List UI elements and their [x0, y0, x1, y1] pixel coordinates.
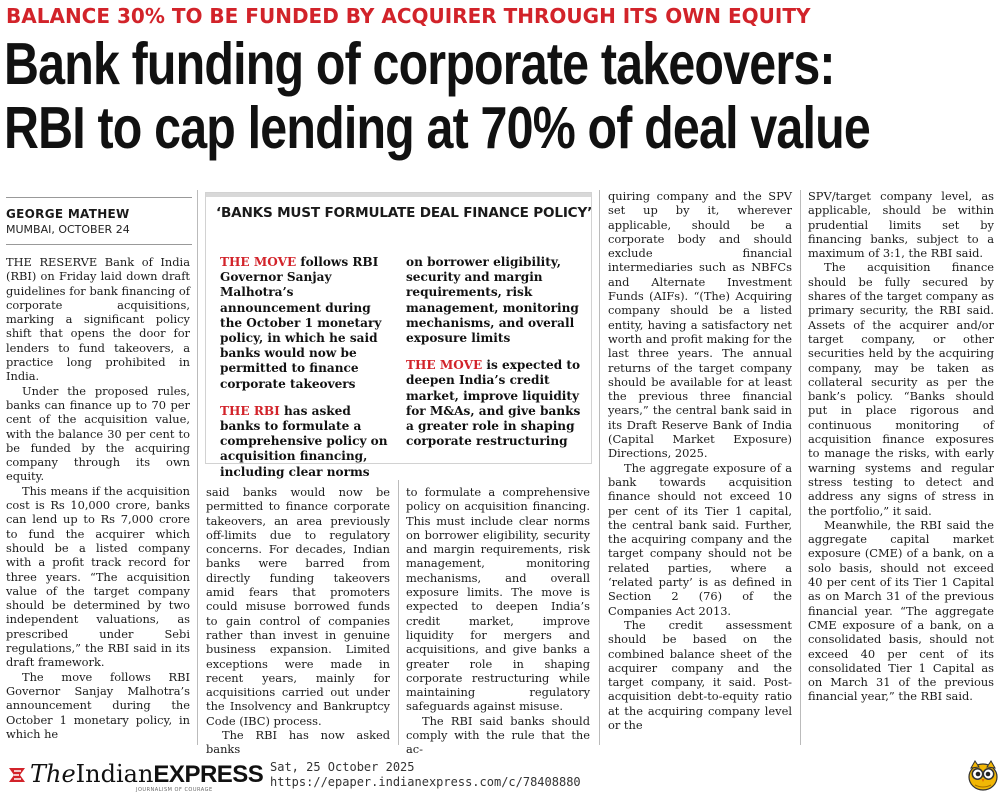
box-left-column: [220, 255, 390, 492]
paragraph: The RBI said banks should comply with the rule that the ac-: [406, 713, 590, 757]
box-top-bar: [206, 193, 591, 197]
box-point-label: THE RBI: [220, 403, 280, 418]
indian-express-logo-icon: [6, 764, 28, 786]
paragraph: SPV/target company level, as applicable, should be within prudential limits set by financing banks, subject to a maximum of 3:1, the RBI said.: [808, 189, 994, 261]
paragraph: said banks would now be permitted to finance corporate takeovers, an area previously off-limits due to regulatory concerns. For decades, Indian banks were barred from directly funding takeovers amid fears that promoters could misuse borrowed funds to gain control of companies rather than invest in genuine business expansion. Limited exceptions were made in recent years, mainly for acquisitions carried out under the Insolvency and Bankruptcy Code (IBC) process.: [206, 485, 390, 728]
box-right-column: [406, 255, 581, 461]
logo-the: The: [30, 760, 76, 788]
main-headline: [4, 31, 870, 161]
publication-date: Sat, 25 October 2025: [270, 760, 415, 774]
box-point-text: has asked banks to formulate a comprehensive policy on acquisition financing, including clear norms: [220, 403, 388, 479]
logo-indian: Indian: [75, 760, 154, 788]
paragraph: to formulate a comprehensive policy on acquisition financing. This must include clear norms on borrower eligibility, security and margin requirements, risk management, monitoring mechanisms, and overall exposure limits. The move is expected to deepen India’s credit market, improve liquidity for mergers and acquisitions, and give banks a greater role in shaping corporate restructuring while maintaining regulatory safeguards against misuse.: [406, 485, 590, 714]
byline-rule: [6, 197, 192, 198]
paragraph: THE RESERVE Bank of India (RBI) on Friday laid down draft guidelines for bank financing of corporate acquisitions, marking a significant policy shift that opens the door for lenders to fund takeovers, a practice long prohibited in India.: [6, 255, 190, 384]
article-column-3: [406, 485, 590, 757]
logo-wordmark: [30, 760, 263, 789]
article-column-2: [206, 485, 390, 757]
column-divider: [197, 190, 198, 745]
article-column-4: [608, 189, 792, 732]
box-point: [220, 404, 390, 480]
box-point-label: THE MOVE: [220, 255, 297, 269]
paragraph: Under the proposed rules, banks can finance up to 70 per cent of the acquisition value, with the balance 30 per cent to be funded by the acquiring company through its own equity.: [6, 383, 190, 484]
paragraph: This means if the acquisition cost is Rs 10,000 crore, banks can lend up to Rs 7,000 crore to fund the acquirer which should be a listed company with a profit track record for three years. “The acquisition value of the target company should be determined by two independent valuations, as prescribed under Sebi regulations,” the RBI said in its draft framework.: [6, 483, 190, 670]
box-point: [406, 358, 581, 449]
box-point-text: on borrower eligibility, security and margin requirements, risk management, monitoring mechanisms, and overall exposure limits: [406, 255, 579, 346]
highlight-box: [205, 192, 593, 479]
paragraph: The RBI has now asked banks: [206, 728, 390, 757]
paragraph: The move follows RBI Governor Sanjay Malhotra’s announcement during the October 1 monetary policy, in which he: [6, 669, 190, 741]
paragraph: The credit assessment should be based on the combined balance sheet of the acquirer company and the target company, it said. Post-acquisition debt-to-equity ratio at the acquiring company level or the: [608, 617, 792, 732]
box-point: [220, 255, 390, 392]
logo-tagline: JOURNALISM OF COURAGE: [136, 787, 213, 793]
paragraph: The aggregate exposure of a bank towards acquisition finance should not exceed 10 per cent of its Tier 1 capital, the central bank said. Further, the acquiring company and the target company should not be related parties, where a ‘related party’ is as defined in Section 2 (76) of the Companies Act 2013.: [608, 460, 792, 618]
epaper-url[interactable]: https://epaper.indianexpress.com/c/78408880: [270, 775, 581, 789]
box-title: ‘BANKS MUST FORMULATE DEAL FINANCE POLICY’: [216, 205, 593, 221]
headline-line-1: Bank funding of corporate takeovers:: [4, 31, 835, 97]
paragraph: Meanwhile, the RBI said the aggregate capital market exposure (CME) of a bank, on a solo basis, should not exceed 40 per cent of its Tier 1 Capital as on March 31 of the previous financial year. “The aggregate CME exposure of a bank, on a consolidated basis, should not exceed 40 per cent of its consolidated Tier 1 Capital as on March 31 of the previous financial year,” the RBI said.: [808, 517, 994, 704]
box-point-label: THE MOVE: [406, 358, 483, 373]
footer-meta: [270, 760, 581, 790]
byline-bottom-rule: [6, 244, 192, 245]
dateline: MUMBAI, OCTOBER 24: [6, 223, 130, 236]
column-divider: [599, 190, 600, 745]
paragraph: quiring company and the SPV set up by it, wherever applicable, should be a corporate body and should exclude financial intermediaries such as NBFCs and Alternate Investment Funds (AIFs). “(The) Acquiring company should be a listed entity, having a satisfactory net worth and profit making for the last three years. The annual returns of the target company should be available for at least the previous three financial years,” the central bank said in its Draft Reserve Bank of India (Capital Market Exposure) Directions, 2025.: [608, 189, 792, 461]
kicker-headline: BALANCE 30% TO BE FUNDED BY ACQUIRER THROUGH ITS OWN EQUITY: [6, 4, 811, 28]
column-divider: [398, 480, 399, 745]
headline-line-2: RBI to cap lending at 70% of deal value: [4, 95, 870, 161]
byline: [6, 207, 196, 236]
column-divider: [800, 190, 801, 745]
article-column-5: [808, 189, 994, 704]
article-column-1: [6, 255, 190, 741]
indian-express-logo[interactable]: [6, 760, 264, 793]
owl-mascot-icon[interactable]: [966, 758, 1000, 792]
box-point-text: is expected to deepen India’s credit market, improve liquidity for M&As, and give banks a greater role in shaping corporate restructuring: [406, 358, 581, 449]
box-point-text: follows RBI Governor Sanjay Malhotra’s announcement during the October 1 monetary policy, in which he said banks would now be permitted to finance corporate takeovers: [220, 255, 382, 391]
paragraph: The acquisition finance should be fully secured by shares of the target company as primary security, the RBI said. Assets of the acquirer and/or target company, or other securities held by the acquiring company, may be taken as collateral security as per the bank’s policy. “Banks should put in place rigorous and continuous monitoring of acquisition finance exposures to manage the risks, with early warning systems and regular stress testing to detect and address any signs of stress in the portfolio,” it said.: [808, 260, 994, 518]
logo-express: EXPRESS: [153, 761, 264, 788]
box-point: [406, 255, 581, 346]
author-name: GEORGE MATHEW: [6, 207, 130, 221]
